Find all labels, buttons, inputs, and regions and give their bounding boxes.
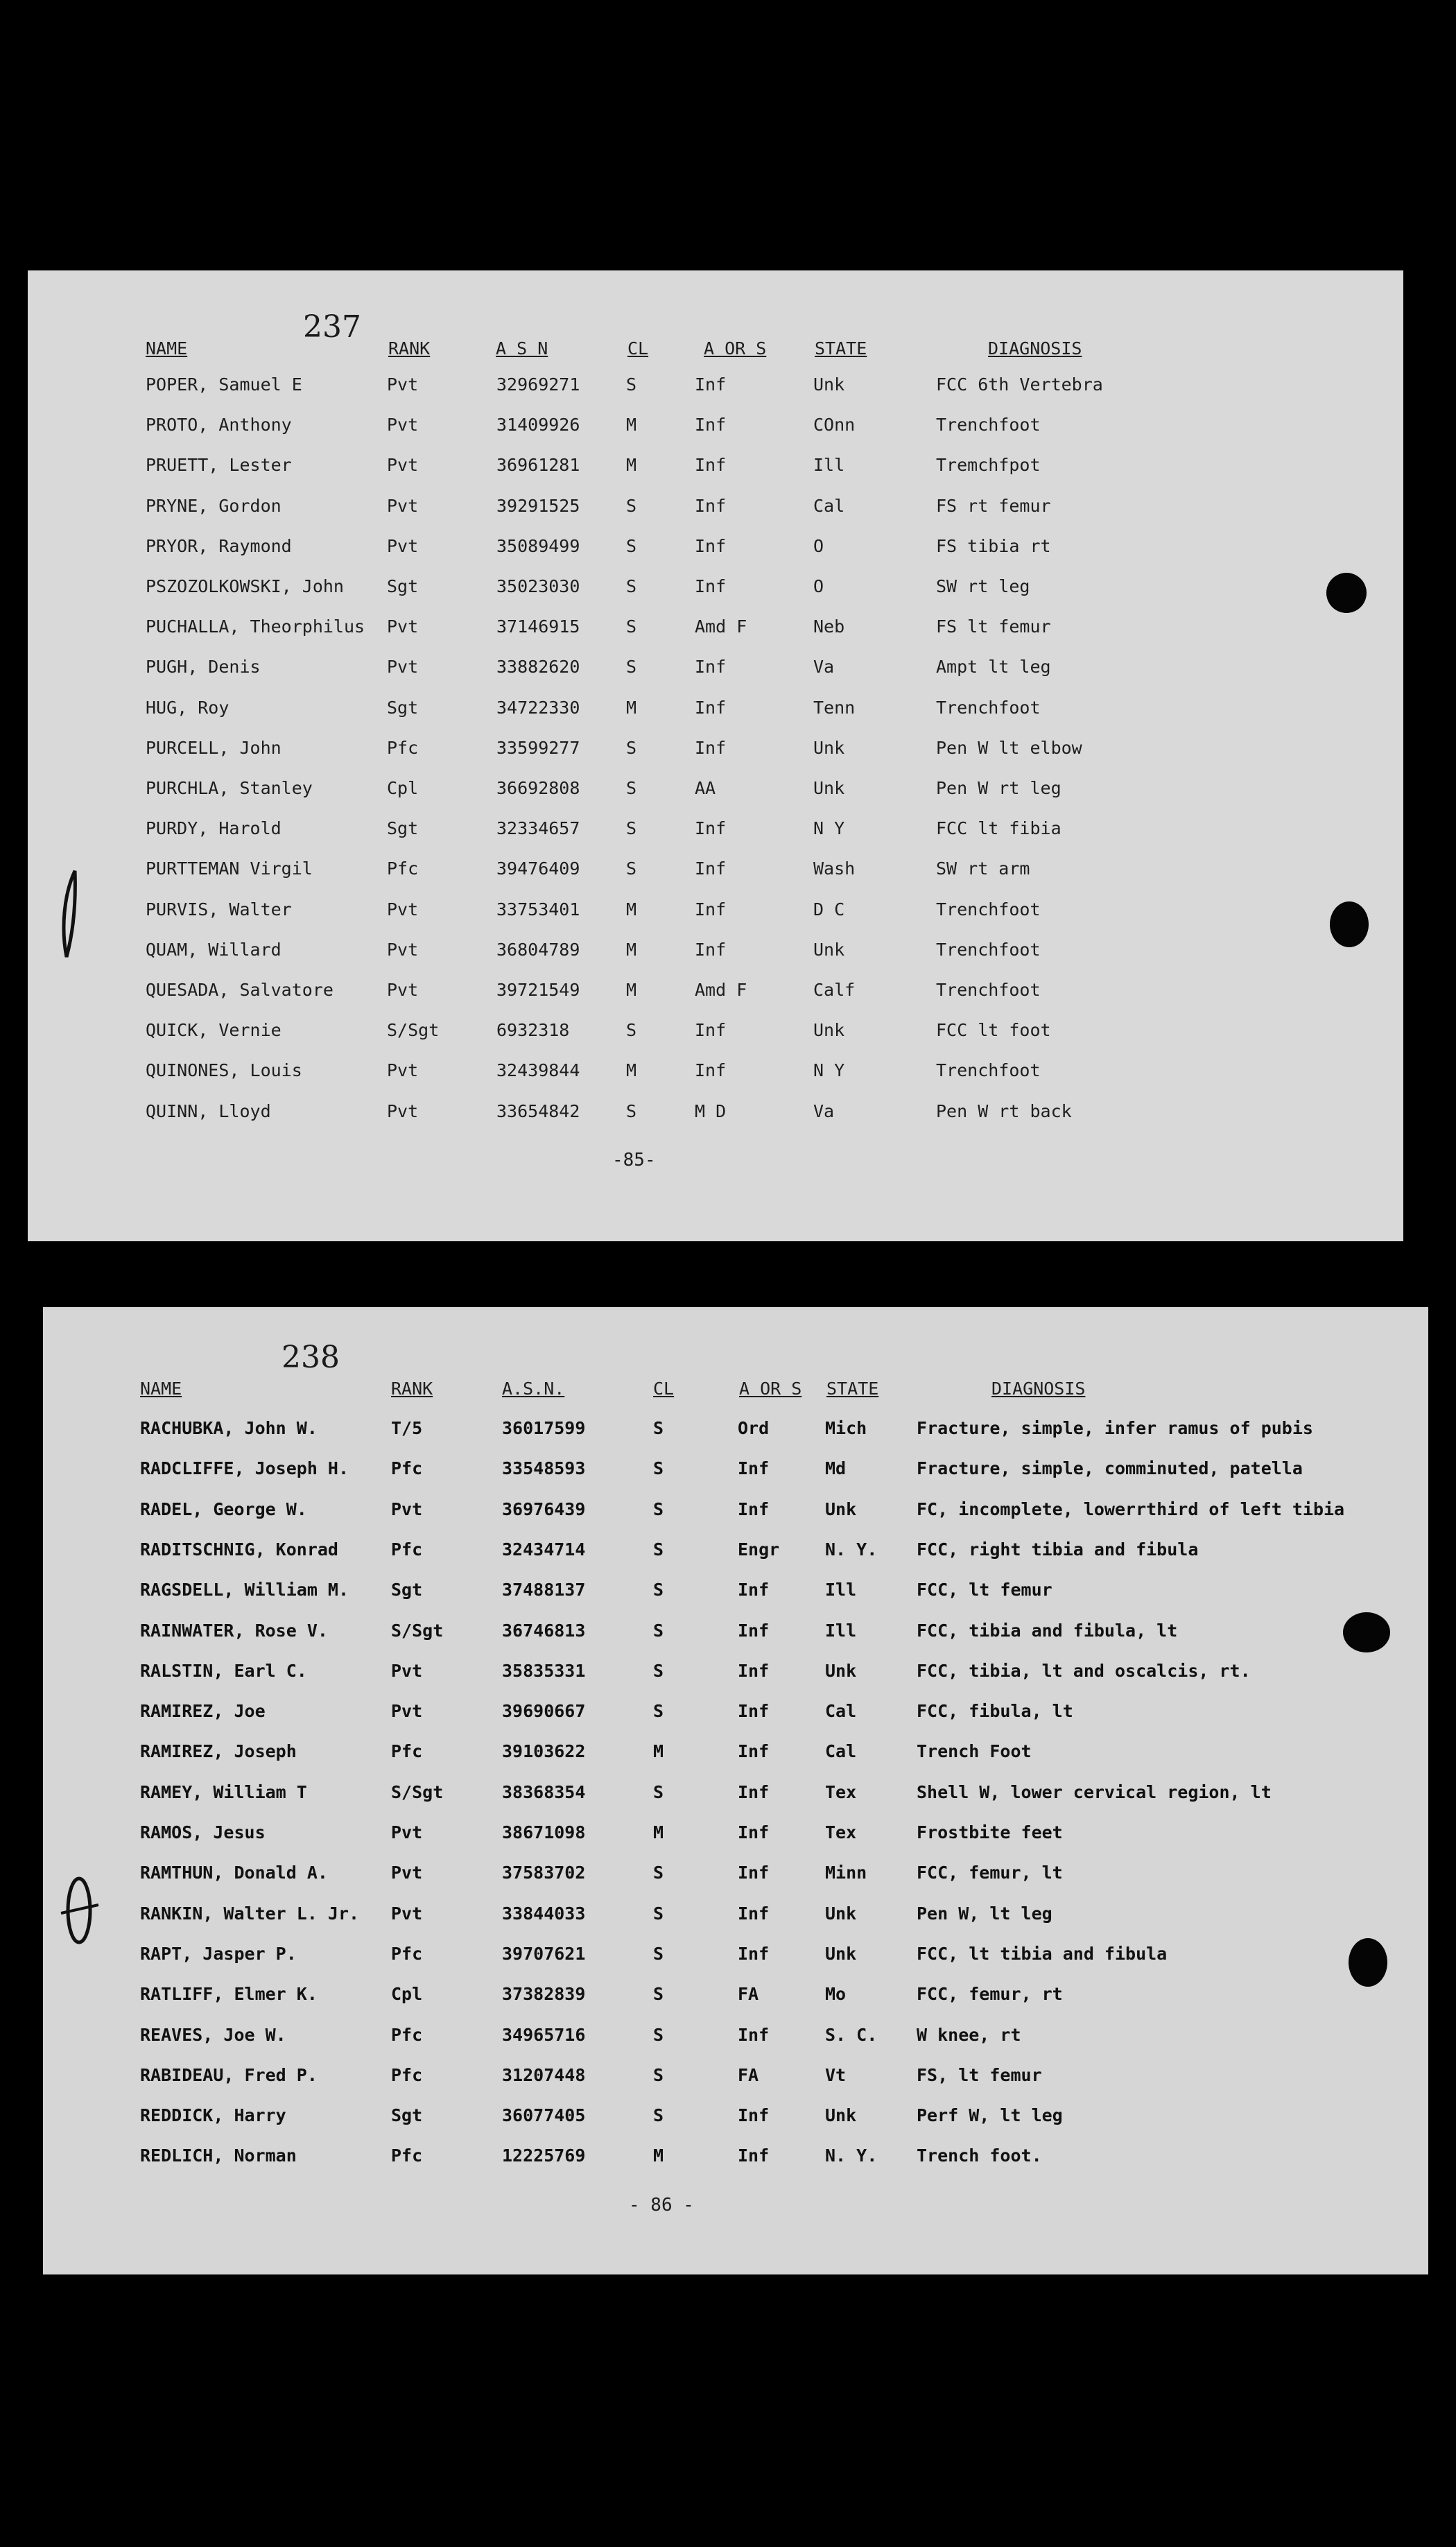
column-header-diagnosis: DIAGNOSIS	[988, 338, 1082, 359]
row-13-name: PURTTEMAN Virgil	[146, 858, 313, 879]
row-3-state: Unk	[825, 1499, 857, 1519]
row-18-diagnosis: Perf W, lt leg	[917, 2105, 1063, 2125]
row-10-a-or-s: Inf	[738, 1782, 770, 1802]
row-18-name: QUINONES, Louis	[146, 1060, 302, 1080]
row-3-a-or-s: Inf	[738, 1499, 770, 1519]
row-9-diagnosis: Trench Foot	[917, 1741, 1032, 1761]
row-18-cl: M	[626, 1060, 637, 1080]
row-13-asn: 39476409	[496, 858, 580, 879]
row-4-name: PRYNE, Gordon	[146, 496, 281, 516]
row-18-diagnosis: Trenchfoot	[936, 1060, 1041, 1080]
row-2-name: RADCLIFFE, Joseph H.	[140, 1458, 349, 1478]
row-2-diagnosis: Trenchfoot	[936, 415, 1041, 435]
row-2-a-or-s: Inf	[738, 1458, 770, 1478]
row-10-cl: S	[653, 1782, 664, 1802]
row-8-rank: Pvt	[391, 1701, 423, 1721]
row-15-a-or-s: FA	[738, 1984, 759, 2004]
row-18-state: N Y	[813, 1060, 845, 1080]
row-19-asn: 12225769	[502, 2145, 586, 2166]
row-12-diagnosis: FCC lt fibia	[936, 818, 1061, 838]
row-8-name: RAMIREZ, Joe	[140, 1701, 266, 1721]
row-3-state: Ill	[813, 455, 845, 475]
row-17-state: Vt	[825, 2065, 847, 2085]
page-footer-number: - 86 -	[629, 2195, 694, 2216]
row-13-rank: Pvt	[391, 1903, 423, 1924]
row-4-state: Cal	[813, 496, 845, 516]
row-6-diagnosis: FCC, tibia and fibula, lt	[917, 1621, 1178, 1641]
row-5-diagnosis: FCC, lt femur	[917, 1580, 1052, 1600]
row-19-cl: S	[626, 1101, 637, 1121]
row-18-name: REDDICK, Harry	[140, 2105, 286, 2125]
row-12-cl: S	[653, 1863, 664, 1883]
row-2-name: PROTO, Anthony	[146, 415, 292, 435]
row-6-cl: S	[626, 576, 637, 596]
column-header-name: NAME	[140, 1379, 182, 1399]
row-15-cl: M	[626, 940, 637, 960]
row-16-asn: 34965716	[502, 2025, 586, 2045]
row-9-cl: M	[626, 698, 637, 718]
row-7-asn: 35835331	[502, 1661, 586, 1681]
row-11-asn: 36692808	[496, 778, 580, 798]
row-4-a-or-s: Inf	[695, 496, 727, 516]
row-19-asn: 33654842	[496, 1101, 580, 1121]
row-2-asn: 31409926	[496, 415, 580, 435]
row-12-name: RAMTHUN, Donald A.	[140, 1863, 328, 1883]
row-12-asn: 37583702	[502, 1863, 586, 1883]
row-18-rank: Pvt	[387, 1060, 419, 1080]
ink-blot	[1330, 901, 1369, 947]
row-14-cl: S	[653, 1944, 664, 1964]
row-14-rank: Pvt	[387, 899, 419, 919]
row-5-state: Ill	[825, 1580, 857, 1600]
row-2-cl: M	[626, 415, 637, 435]
row-10-diagnosis: Pen W lt elbow	[936, 738, 1082, 758]
row-8-cl: S	[626, 657, 637, 677]
row-8-name: PUGH, Denis	[146, 657, 261, 677]
row-17-a-or-s: Inf	[695, 1020, 727, 1040]
row-3-name: RADEL, George W.	[140, 1499, 307, 1519]
row-11-cl: M	[653, 1822, 664, 1842]
row-9-rank: Pfc	[391, 1741, 423, 1761]
row-5-name: PRYOR, Raymond	[146, 536, 292, 556]
row-13-diagnosis: Pen W, lt leg	[917, 1903, 1052, 1924]
row-9-state: Tenn	[813, 698, 856, 718]
row-8-asn: 39690667	[502, 1701, 586, 1721]
row-6-diagnosis: SW rt leg	[936, 576, 1030, 596]
row-10-a-or-s: Inf	[695, 738, 727, 758]
row-11-rank: Cpl	[387, 778, 419, 798]
ink-blot	[1349, 1938, 1387, 1987]
row-11-state: Unk	[813, 778, 845, 798]
row-2-diagnosis: Fracture, simple, comminuted, patella	[917, 1458, 1303, 1478]
row-8-a-or-s: Inf	[695, 657, 727, 677]
row-5-cl: S	[653, 1580, 664, 1600]
row-17-rank: Pfc	[391, 2065, 423, 2085]
row-7-rank: Pvt	[387, 616, 419, 637]
column-header-asn: A.S.N.	[502, 1379, 565, 1399]
row-2-rank: Pfc	[391, 1458, 423, 1478]
row-12-a-or-s: Inf	[738, 1863, 770, 1883]
row-12-asn: 32334657	[496, 818, 580, 838]
row-9-asn: 34722330	[496, 698, 580, 718]
row-6-a-or-s: Inf	[738, 1621, 770, 1641]
row-13-state: Unk	[825, 1903, 857, 1924]
row-13-rank: Pfc	[387, 858, 419, 879]
page-238-sheet	[43, 1307, 1428, 2274]
row-1-a-or-s: Ord	[738, 1418, 770, 1438]
row-4-asn: 32434714	[502, 1539, 586, 1560]
row-1-asn: 36017599	[502, 1418, 586, 1438]
row-13-asn: 33844033	[502, 1903, 586, 1924]
row-7-state: Neb	[813, 616, 845, 637]
row-7-a-or-s: Amd F	[695, 616, 747, 637]
row-7-name: PUCHALLA, Theorphilus	[146, 616, 365, 637]
row-10-name: PURCELL, John	[146, 738, 281, 758]
row-14-asn: 39707621	[502, 1944, 586, 1964]
row-11-rank: Pvt	[391, 1822, 423, 1842]
row-5-name: RAGSDELL, William M.	[140, 1580, 349, 1600]
row-7-asn: 37146915	[496, 616, 580, 637]
row-8-diagnosis: Ampt lt leg	[936, 657, 1051, 677]
row-15-rank: Cpl	[391, 1984, 423, 2004]
row-17-diagnosis: FCC lt foot	[936, 1020, 1051, 1040]
column-header-asn: A S N	[496, 338, 548, 359]
row-17-cl: S	[653, 2065, 664, 2085]
row-16-a-or-s: Inf	[738, 2025, 770, 2045]
row-12-state: Minn	[825, 1863, 867, 1883]
row-3-asn: 36961281	[496, 455, 580, 475]
column-header-name: NAME	[146, 338, 188, 359]
row-1-a-or-s: Inf	[695, 374, 727, 395]
row-13-a-or-s: Inf	[738, 1903, 770, 1924]
row-4-name: RADITSCHNIG, Konrad	[140, 1539, 338, 1560]
page-number: 237	[303, 309, 361, 345]
row-10-state: Tex	[825, 1782, 857, 1802]
row-15-state: Unk	[813, 940, 845, 960]
row-7-rank: Pvt	[391, 1661, 423, 1681]
row-4-state: N. Y.	[825, 1539, 878, 1560]
row-15-rank: Pvt	[387, 940, 419, 960]
row-5-a-or-s: Inf	[738, 1580, 770, 1600]
column-header-state: STATE	[815, 338, 867, 359]
row-17-state: Unk	[813, 1020, 845, 1040]
row-1-cl: S	[626, 374, 637, 395]
row-16-state: Calf	[813, 980, 856, 1000]
row-16-rank: Pfc	[391, 2025, 423, 2045]
page-footer-number: -85-	[612, 1150, 656, 1171]
row-4-cl: S	[653, 1539, 664, 1560]
row-14-a-or-s: Inf	[738, 1944, 770, 1964]
row-11-name: RAMOS, Jesus	[140, 1822, 266, 1842]
row-18-state: Unk	[825, 2105, 857, 2125]
row-18-asn: 32439844	[496, 1060, 580, 1080]
row-13-state: Wash	[813, 858, 856, 879]
row-1-diagnosis: Fracture, simple, infer ramus of pubis	[917, 1418, 1313, 1438]
row-2-state: COnn	[813, 415, 856, 435]
row-1-state: Mich	[825, 1418, 867, 1438]
row-11-a-or-s: AA	[695, 778, 716, 798]
row-12-rank: Pvt	[391, 1863, 423, 1883]
row-11-state: Tex	[825, 1822, 857, 1842]
row-14-rank: Pfc	[391, 1944, 423, 1964]
row-7-diagnosis: FS lt femur	[936, 616, 1051, 637]
row-3-rank: Pvt	[391, 1499, 423, 1519]
row-14-name: RAPT, Jasper P.	[140, 1944, 297, 1964]
row-8-state: Va	[813, 657, 835, 677]
row-9-rank: Sgt	[387, 698, 419, 718]
row-1-name: RACHUBKA, John W.	[140, 1418, 318, 1438]
row-9-name: HUG, Roy	[146, 698, 229, 718]
row-15-name: RATLIFF, Elmer K.	[140, 1984, 318, 2004]
row-15-diagnosis: FCC, femur, rt	[917, 1984, 1063, 2004]
row-4-rank: Pfc	[391, 1539, 423, 1560]
row-10-cl: S	[626, 738, 637, 758]
row-12-diagnosis: FCC, femur, lt	[917, 1863, 1063, 1883]
row-12-cl: S	[626, 818, 637, 838]
row-15-name: QUAM, Willard	[146, 940, 281, 960]
row-3-name: PRUETT, Lester	[146, 455, 292, 475]
pencil-mark	[55, 1869, 104, 1952]
row-3-diagnosis: FC, incomplete, lowerrthird of left tibia	[917, 1499, 1345, 1519]
row-15-asn: 36804789	[496, 940, 580, 960]
row-19-diagnosis: Pen W rt back	[936, 1101, 1072, 1121]
row-17-diagnosis: FS, lt femur	[917, 2065, 1042, 2085]
row-17-a-or-s: FA	[738, 2065, 759, 2085]
row-16-cl: M	[626, 980, 637, 1000]
row-17-cl: S	[626, 1020, 637, 1040]
row-10-asn: 33599277	[496, 738, 580, 758]
row-10-state: Unk	[813, 738, 845, 758]
ink-blot	[1343, 1612, 1390, 1652]
row-5-rank: Sgt	[391, 1580, 423, 1600]
row-18-a-or-s: Inf	[738, 2105, 770, 2125]
row-12-name: PURDY, Harold	[146, 818, 281, 838]
row-2-rank: Pvt	[387, 415, 419, 435]
ink-blot	[1326, 573, 1367, 613]
row-6-asn: 36746813	[502, 1621, 586, 1641]
row-4-cl: S	[626, 496, 637, 516]
row-17-asn: 31207448	[502, 2065, 586, 2085]
row-19-diagnosis: Trench foot.	[917, 2145, 1042, 2166]
row-4-rank: Pvt	[387, 496, 419, 516]
row-1-diagnosis: FCC 6th Vertebra	[936, 374, 1103, 395]
row-14-diagnosis: Trenchfoot	[936, 899, 1041, 919]
row-6-rank: S/Sgt	[391, 1621, 444, 1641]
row-18-cl: S	[653, 2105, 664, 2125]
row-3-a-or-s: Inf	[695, 455, 727, 475]
row-4-diagnosis: FCC, right tibia and fibula	[917, 1539, 1199, 1560]
row-4-asn: 39291525	[496, 496, 580, 516]
column-header-diagnosis: DIAGNOSIS	[991, 1379, 1086, 1399]
row-5-a-or-s: Inf	[695, 536, 727, 556]
row-9-a-or-s: Inf	[695, 698, 727, 718]
row-9-cl: M	[653, 1741, 664, 1761]
row-10-rank: Pfc	[387, 738, 419, 758]
row-3-cl: S	[653, 1499, 664, 1519]
row-15-state: Mo	[825, 1984, 847, 2004]
row-5-state: O	[813, 536, 824, 556]
row-15-cl: S	[653, 1984, 664, 2004]
row-8-asn: 33882620	[496, 657, 580, 677]
row-11-a-or-s: Inf	[738, 1822, 770, 1842]
row-18-asn: 36077405	[502, 2105, 586, 2125]
pencil-mark	[54, 867, 89, 964]
row-2-asn: 33548593	[502, 1458, 586, 1478]
column-header-a-or-s: A OR S	[704, 338, 767, 359]
row-7-name: RALSTIN, Earl C.	[140, 1661, 307, 1681]
row-8-rank: Pvt	[387, 657, 419, 677]
row-18-a-or-s: Inf	[695, 1060, 727, 1080]
page-number: 238	[281, 1340, 340, 1375]
row-5-asn: 37488137	[502, 1580, 586, 1600]
row-19-rank: Pvt	[387, 1101, 419, 1121]
row-10-asn: 38368354	[502, 1782, 586, 1802]
row-2-a-or-s: Inf	[695, 415, 727, 435]
row-6-state: Ill	[825, 1621, 857, 1641]
column-header-a-or-s: A OR S	[739, 1379, 802, 1399]
page-237-sheet	[28, 270, 1403, 1241]
row-11-cl: S	[626, 778, 637, 798]
row-1-asn: 32969271	[496, 374, 580, 395]
row-14-a-or-s: Inf	[695, 899, 727, 919]
row-9-asn: 39103622	[502, 1741, 586, 1761]
row-12-a-or-s: Inf	[695, 818, 727, 838]
row-19-state: N. Y.	[825, 2145, 878, 2166]
row-19-rank: Pfc	[391, 2145, 423, 2166]
row-6-name: RAINWATER, Rose V.	[140, 1621, 328, 1641]
row-3-asn: 36976439	[502, 1499, 586, 1519]
row-7-diagnosis: FCC, tibia, lt and oscalcis, rt.	[917, 1661, 1251, 1681]
row-5-rank: Pvt	[387, 536, 419, 556]
column-header-state: STATE	[826, 1379, 879, 1399]
row-11-asn: 38671098	[502, 1822, 586, 1842]
row-16-cl: S	[653, 2025, 664, 2045]
row-11-name: PURCHLA, Stanley	[146, 778, 313, 798]
row-13-cl: S	[653, 1903, 664, 1924]
row-12-state: N Y	[813, 818, 845, 838]
row-1-rank: T/5	[391, 1418, 423, 1438]
row-15-a-or-s: Inf	[695, 940, 727, 960]
row-7-state: Unk	[825, 1661, 857, 1681]
row-10-diagnosis: Shell W, lower cervical region, lt	[917, 1782, 1272, 1802]
row-19-a-or-s: Inf	[738, 2145, 770, 2166]
row-1-rank: Pvt	[387, 374, 419, 395]
row-10-rank: S/Sgt	[391, 1782, 444, 1802]
row-17-name: QUICK, Vernie	[146, 1020, 281, 1040]
row-10-name: RAMEY, William T	[140, 1782, 307, 1802]
column-header-cl: CL	[653, 1379, 675, 1399]
row-14-name: PURVIS, Walter	[146, 899, 292, 919]
row-13-cl: S	[626, 858, 637, 879]
row-13-diagnosis: SW rt arm	[936, 858, 1030, 879]
row-9-name: RAMIREZ, Joseph	[140, 1741, 297, 1761]
row-3-rank: Pvt	[387, 455, 419, 475]
row-17-rank: S/Sgt	[387, 1020, 440, 1040]
row-19-a-or-s: M D	[695, 1101, 727, 1121]
row-5-cl: S	[626, 536, 637, 556]
row-19-name: REDLICH, Norman	[140, 2145, 297, 2166]
row-16-name: QUESADA, Salvatore	[146, 980, 333, 1000]
row-16-rank: Pvt	[387, 980, 419, 1000]
row-4-diagnosis: FS rt femur	[936, 496, 1051, 516]
row-4-a-or-s: Engr	[738, 1539, 780, 1560]
row-15-diagnosis: Trenchfoot	[936, 940, 1041, 960]
row-19-state: Va	[813, 1101, 835, 1121]
row-8-cl: S	[653, 1701, 664, 1721]
row-19-cl: M	[653, 2145, 664, 2166]
row-14-state: Unk	[825, 1944, 857, 1964]
row-18-rank: Sgt	[391, 2105, 423, 2125]
row-6-asn: 35023030	[496, 576, 580, 596]
row-17-asn: 6932318	[496, 1020, 570, 1040]
row-1-state: Unk	[813, 374, 845, 395]
row-19-name: QUINN, Lloyd	[146, 1101, 271, 1121]
row-7-cl: S	[626, 616, 637, 637]
row-14-diagnosis: FCC, lt tibia and fibula	[917, 1944, 1168, 1964]
row-17-name: RABIDEAU, Fred P.	[140, 2065, 318, 2085]
row-6-rank: Sgt	[387, 576, 419, 596]
row-5-diagnosis: FS tibia rt	[936, 536, 1051, 556]
row-7-a-or-s: Inf	[738, 1661, 770, 1681]
row-13-a-or-s: Inf	[695, 858, 727, 879]
row-8-a-or-s: Inf	[738, 1701, 770, 1721]
row-16-diagnosis: Trenchfoot	[936, 980, 1041, 1000]
column-header-cl: CL	[627, 338, 649, 359]
row-14-cl: M	[626, 899, 637, 919]
row-6-cl: S	[653, 1621, 664, 1641]
row-2-cl: S	[653, 1458, 664, 1478]
row-1-name: POPER, Samuel E	[146, 374, 302, 395]
row-6-a-or-s: Inf	[695, 576, 727, 596]
row-16-a-or-s: Amd F	[695, 980, 747, 1000]
row-3-diagnosis: Tremchfpot	[936, 455, 1041, 475]
row-9-diagnosis: Trenchfoot	[936, 698, 1041, 718]
row-8-diagnosis: FCC, fibula, lt	[917, 1701, 1073, 1721]
row-3-cl: M	[626, 455, 637, 475]
row-15-asn: 37382839	[502, 1984, 586, 2004]
row-1-cl: S	[653, 1418, 664, 1438]
row-11-diagnosis: Frostbite feet	[917, 1822, 1063, 1842]
row-14-state: D C	[813, 899, 845, 919]
row-16-asn: 39721549	[496, 980, 580, 1000]
row-8-state: Cal	[825, 1701, 857, 1721]
column-header-rank: RANK	[388, 338, 431, 359]
row-6-state: O	[813, 576, 824, 596]
row-12-rank: Sgt	[387, 818, 419, 838]
row-16-name: REAVES, Joe W.	[140, 2025, 286, 2045]
row-9-a-or-s: Inf	[738, 1741, 770, 1761]
row-11-diagnosis: Pen W rt leg	[936, 778, 1061, 798]
row-9-state: Cal	[825, 1741, 857, 1761]
row-7-cl: S	[653, 1661, 664, 1681]
row-16-state: S. C.	[825, 2025, 878, 2045]
row-5-asn: 35089499	[496, 536, 580, 556]
row-6-name: PSZOZOLKOWSKI, John	[146, 576, 344, 596]
row-16-diagnosis: W knee, rt	[917, 2025, 1021, 2045]
row-14-asn: 33753401	[496, 899, 580, 919]
row-13-name: RANKIN, Walter L. Jr.	[140, 1903, 360, 1924]
row-2-state: Md	[825, 1458, 847, 1478]
column-header-rank: RANK	[391, 1379, 433, 1399]
